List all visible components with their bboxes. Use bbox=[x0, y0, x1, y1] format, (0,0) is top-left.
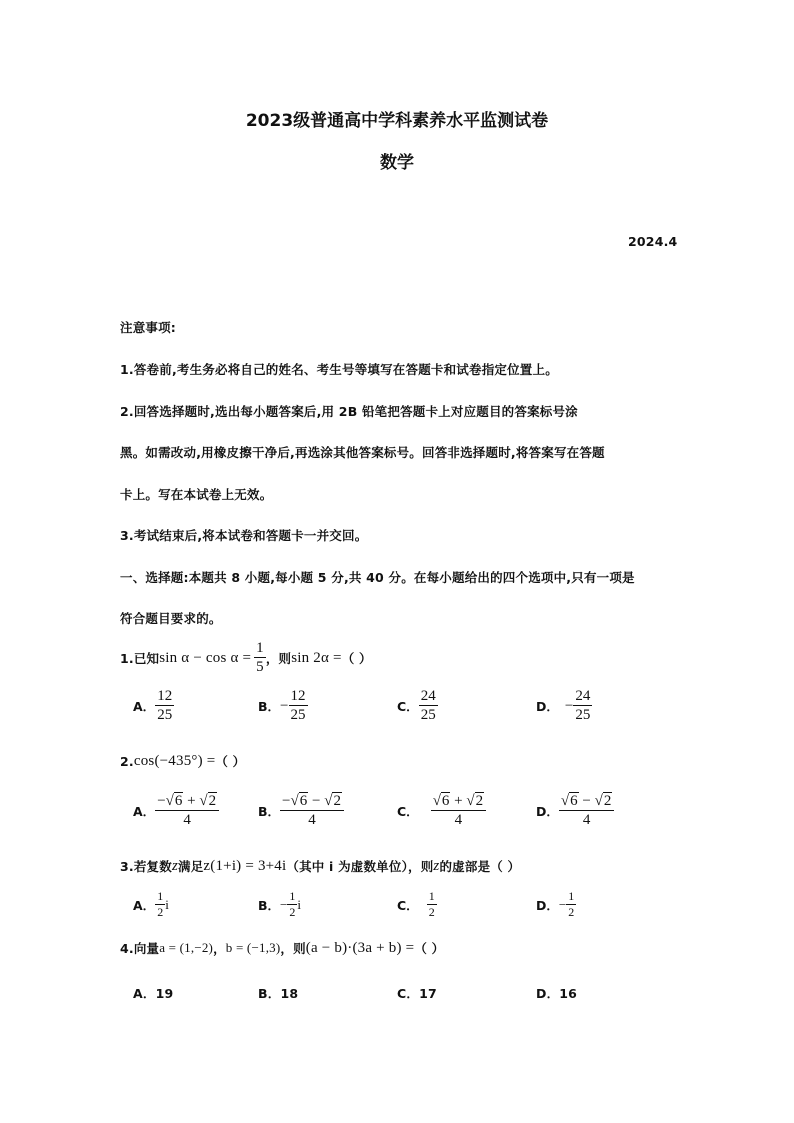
q4-option-a bbox=[133, 984, 173, 1002]
option-sign: − bbox=[558, 896, 567, 912]
option-denominator: 4 bbox=[183, 812, 191, 829]
option-sign: − bbox=[564, 697, 574, 714]
option-fraction bbox=[155, 793, 219, 829]
radicand-2: 2 bbox=[333, 793, 341, 809]
q4-option-d bbox=[536, 984, 577, 1002]
option-label: B． bbox=[258, 897, 281, 913]
option-label: B． bbox=[258, 986, 281, 1001]
q2-option-c bbox=[397, 793, 486, 829]
option-numerator: −√6 + √2 bbox=[155, 793, 219, 811]
option-denominator: 25 bbox=[290, 707, 306, 724]
radicand-1: 6 bbox=[570, 793, 578, 809]
q2-option-a bbox=[133, 793, 219, 829]
q1-option-a bbox=[133, 688, 174, 724]
q1-fraction-numerator: 1 bbox=[254, 640, 266, 658]
option-denominator: 2 bbox=[289, 904, 296, 919]
numerator-operator: − bbox=[578, 793, 595, 809]
numerator-operator: − bbox=[308, 793, 325, 809]
option-label: B． bbox=[258, 804, 281, 820]
option-label: C． bbox=[397, 897, 419, 913]
option-fraction bbox=[427, 890, 437, 919]
option-denominator: 25 bbox=[575, 707, 591, 724]
q1-option-c bbox=[397, 688, 438, 724]
numerator-sign: − bbox=[157, 793, 166, 809]
q4-prefix: 4.向量 bbox=[120, 941, 160, 956]
q2-answer-blank: （ ） bbox=[215, 754, 246, 769]
option-label: C． bbox=[397, 986, 420, 1001]
option-denominator: 2 bbox=[568, 904, 575, 919]
radicand-2: 2 bbox=[208, 793, 217, 809]
option-value: 16 bbox=[559, 986, 578, 1001]
question-3-stem bbox=[120, 857, 520, 875]
q1-expression-2: sin 2α = bbox=[291, 649, 342, 666]
option-fraction bbox=[155, 890, 165, 919]
option-fraction bbox=[155, 688, 174, 724]
option-sign: − bbox=[280, 896, 288, 912]
option-denominator: 2 bbox=[428, 904, 435, 919]
radicand-1: 6 bbox=[174, 793, 183, 809]
option-label: B． bbox=[258, 699, 281, 715]
q1-option-b bbox=[258, 688, 308, 724]
note-2-line-1: 2.回答选择题时,选出每小题答案后,用 2B 铅笔把答题卡上对应题目的答案标号涂 bbox=[120, 404, 578, 419]
note-3: 3.考试结束后,将本试卷和答题卡一并交回。 bbox=[120, 528, 368, 543]
option-fraction bbox=[419, 688, 438, 724]
option-numerator: 1 bbox=[157, 889, 164, 903]
q3-option-c bbox=[397, 890, 437, 919]
option-label: A． bbox=[133, 986, 156, 1001]
radicand-1: 6 bbox=[299, 793, 308, 809]
option-numerator: 1 bbox=[289, 889, 296, 903]
option-numerator: 24 bbox=[573, 688, 592, 706]
section-1-intro-line-2: 符合题目要求的。 bbox=[120, 611, 222, 626]
q3-prefix: 3.若复数 bbox=[120, 859, 172, 874]
q3-variable: z bbox=[171, 857, 178, 874]
q2-option-b bbox=[258, 793, 344, 829]
option-denominator: 2 bbox=[157, 904, 164, 919]
option-label: D． bbox=[536, 986, 560, 1001]
q3-suffix: 的虚部是（ ） bbox=[439, 859, 521, 874]
option-numerator: √6 − √2 bbox=[559, 793, 614, 811]
option-fraction bbox=[431, 793, 486, 829]
subject-title: 数学 bbox=[380, 153, 414, 173]
q4-vector-a: a = (1,−2) bbox=[159, 940, 214, 955]
q1-fraction-denominator: 5 bbox=[256, 659, 264, 676]
option-fraction bbox=[280, 793, 344, 829]
q1-prefix: 1.已知 bbox=[120, 651, 160, 667]
option-label: D． bbox=[536, 897, 559, 913]
option-numerator: 1 bbox=[568, 889, 575, 903]
q1-answer-blank: （ ） bbox=[341, 651, 372, 667]
q3-option-d bbox=[536, 890, 576, 919]
option-denominator: 4 bbox=[582, 812, 591, 829]
question-1-stem bbox=[120, 640, 372, 676]
option-imaginary-unit: i bbox=[297, 896, 301, 912]
option-label: C． bbox=[397, 804, 419, 820]
option-label: D． bbox=[536, 804, 559, 820]
option-numerator: 1 bbox=[428, 889, 435, 903]
note-2-line-3: 卡上。写在本试卷上无效。 bbox=[120, 487, 273, 502]
option-label: C． bbox=[397, 699, 419, 715]
option-imaginary-unit: i bbox=[165, 896, 169, 912]
q3-mid-1: 满足 bbox=[178, 859, 204, 874]
radicand-2: 2 bbox=[603, 793, 612, 809]
option-label: A． bbox=[133, 804, 156, 820]
option-value: 18 bbox=[280, 986, 299, 1001]
radicand-1: 6 bbox=[441, 793, 450, 809]
numerator-sign: − bbox=[282, 793, 291, 809]
q1-expression: sin α − cos α = bbox=[159, 649, 252, 666]
option-denominator: 4 bbox=[308, 812, 316, 829]
q1-mid: ，则 bbox=[265, 651, 292, 667]
option-denominator: 25 bbox=[420, 707, 436, 724]
notes-heading: 注意事项: bbox=[120, 320, 176, 335]
option-value: 19 bbox=[155, 986, 174, 1001]
note-2-line-2: 黑。如需改动,用橡皮擦干净后,再选涂其他答案标号。回答非选择题时,将答案写在答题 bbox=[120, 445, 605, 460]
option-numerator: 12 bbox=[289, 688, 308, 706]
q4-answer-blank: （ ） bbox=[414, 941, 445, 956]
q4-expression: (a − b)·(3a + b) = bbox=[305, 939, 415, 956]
q1-option-d bbox=[536, 688, 592, 724]
option-value: 17 bbox=[419, 986, 437, 1001]
q4-vector-b: b = (−1,3) bbox=[225, 940, 281, 955]
option-numerator: 12 bbox=[155, 688, 174, 706]
q3-option-b bbox=[258, 890, 301, 919]
option-numerator: √6 + √2 bbox=[431, 793, 486, 811]
option-fraction bbox=[573, 688, 592, 724]
option-fraction bbox=[566, 890, 576, 919]
option-denominator: 25 bbox=[157, 707, 173, 724]
option-fraction bbox=[289, 688, 308, 724]
option-numerator: −√6 − √2 bbox=[280, 793, 344, 811]
option-label: A． bbox=[133, 699, 156, 715]
q2-option-d bbox=[536, 793, 614, 829]
q3-mid-2: （其中 i 为虚数单位），则 bbox=[286, 859, 434, 874]
q3-expression: z(1+i) = 3+4i bbox=[203, 857, 287, 874]
radicand-2: 2 bbox=[475, 793, 484, 809]
option-label: A． bbox=[133, 897, 156, 913]
exam-title: 2023级普通高中学科素养水平监测试卷 bbox=[245, 111, 549, 131]
q4-option-b bbox=[258, 984, 298, 1002]
option-denominator: 4 bbox=[454, 812, 463, 829]
numerator-operator: + bbox=[183, 793, 200, 809]
q2-expression: cos(−435°) = bbox=[133, 752, 216, 769]
option-numerator: 24 bbox=[419, 688, 438, 706]
numerator-operator: + bbox=[450, 793, 467, 809]
option-fraction bbox=[287, 890, 297, 919]
option-fraction bbox=[559, 793, 614, 829]
q3-variable-2: z bbox=[433, 857, 440, 874]
q4-mid: ，则 bbox=[280, 941, 306, 956]
q4-separator: ， bbox=[213, 941, 226, 956]
note-1: 1.答卷前,考生务必将自己的姓名、考生号等填写在答题卡和试卷指定位置上。 bbox=[120, 362, 558, 377]
question-2-stem bbox=[120, 752, 245, 770]
q1-fraction bbox=[254, 640, 266, 676]
exam-date: 2024.4 bbox=[628, 234, 678, 249]
q4-option-c bbox=[397, 984, 437, 1002]
q2-prefix: 2. bbox=[120, 753, 134, 769]
option-label: D． bbox=[536, 699, 559, 715]
section-1-intro-line-1: 一、选择题:本题共 8 小题,每小题 5 分,共 40 分。在每小题给出的四个选项中,只有一项是 bbox=[120, 570, 635, 585]
q3-option-a bbox=[133, 890, 169, 919]
question-4-stem bbox=[120, 939, 444, 957]
option-sign: − bbox=[280, 697, 289, 714]
